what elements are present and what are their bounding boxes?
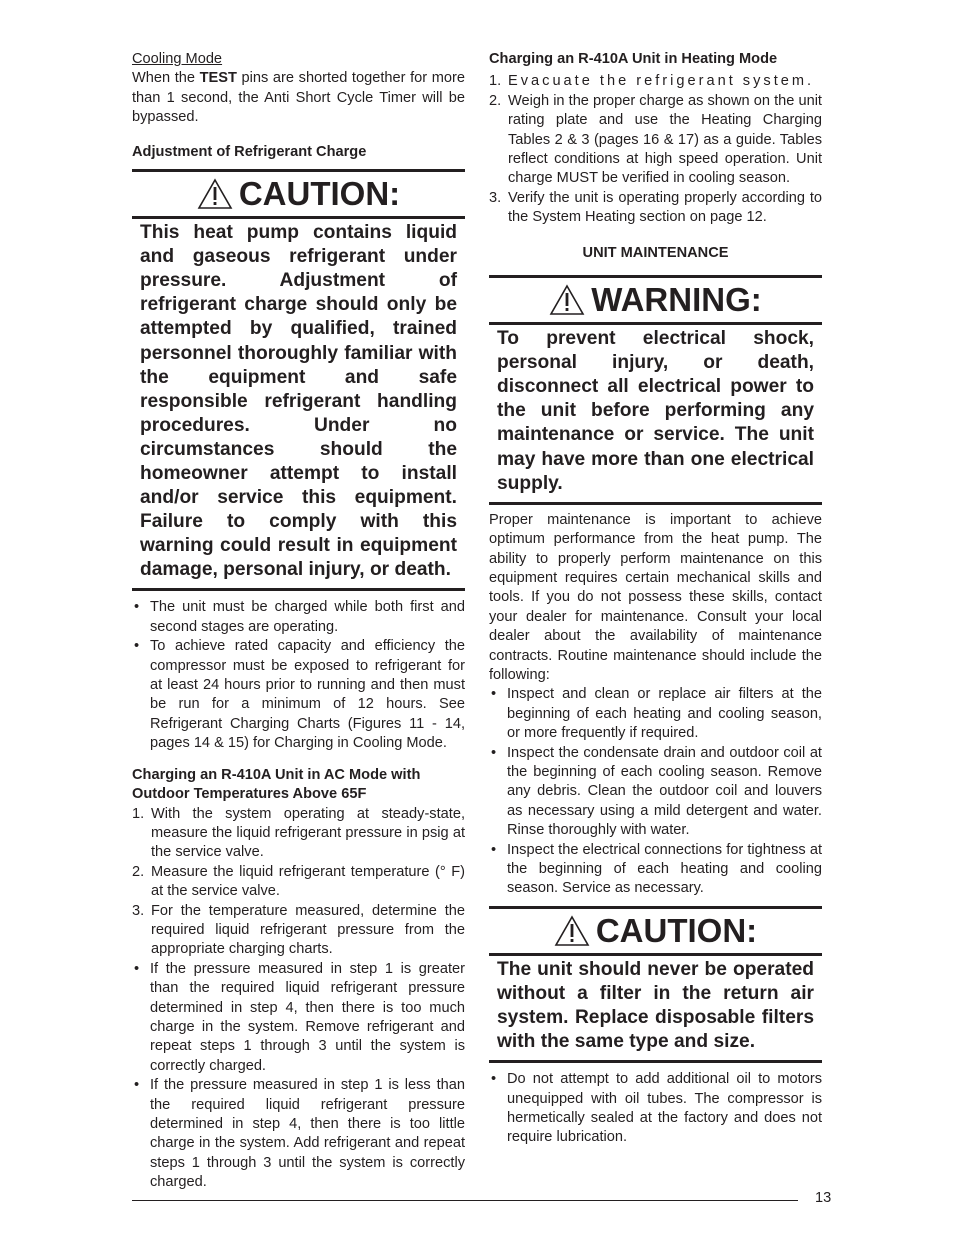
warning-rule-end	[489, 502, 822, 505]
heating-mode-heading: Charging an R-410A Unit in Heating Mode	[489, 51, 778, 67]
page-number: 13	[815, 1190, 832, 1206]
warning-triangle-icon	[554, 915, 590, 947]
list-item: 2. Measure the liquid refrigerant temperature (° F) at the service valve.	[132, 863, 465, 900]
list-item: • To achieve rated capacity and efficiency the compressor must be exposed to refrigerant for at least 24 hours prior to running and then must be run for a minimum of 12 hours. See Refrigerant Charging Charts (Figures 11 - 14, pages 14 & 15) for Charging in Cooling Mode.	[132, 637, 465, 753]
unit-maintenance-heading: UNIT MAINTENANCE	[582, 244, 729, 261]
list-item: • Do not attempt to add additional oil to motors unequipped with oil tubes. The compressor is hermetically sealed at the factory and does not require lubrication.	[489, 1070, 822, 1148]
caution-body: This heat pump contains liquid and gaseous refrigerant under pressure. Adjustment of refrigerant charge should only be attempted by qualified, trained personnel thoroughly familiar with the equipment and safe responsible refrigerant handling procedures. Under no circumstances should the homeowner attempt to install and/or service this equipment. Failure to comply with this warning could result in equipment damage, personal injury, or death.	[140, 222, 457, 581]
warning-header	[489, 278, 822, 322]
caution2-header	[489, 909, 822, 953]
list-item: • The unit must be charged while both first and second stages are operating.	[132, 598, 465, 637]
pressure-bullets	[132, 960, 465, 1193]
warning-triangle-icon	[549, 284, 585, 316]
list-item: 3. For the temperature measured, determine the required liquid refrigerant pressure from the appropriate charging charts.	[132, 902, 465, 958]
list-item: 1. Evacuate the refrigerant system.	[489, 73, 815, 90]
ac-mode-steps	[132, 805, 465, 960]
cooling-mode-text: When the TEST pins are shorted together for more than 1 second, the Anti Short Cycle Timer will be bypassed.	[132, 70, 465, 126]
maintenance-paragraph: Proper maintenance is important to achieve optimum performance from the heat pump. The ability to properly perform maintenance on this equipment requires certain mechanical skills and tools. If you do not possess these skills, contact your dealer for maintenance. Consult your local dealer about the availability of maintenance contracts. Routine maintenance should include the following:	[489, 511, 822, 683]
caution2-rule-end	[489, 1060, 822, 1063]
oil-bullets	[489, 1070, 822, 1148]
cooling-mode-heading: Cooling Mode	[132, 51, 223, 67]
charging-bullets	[132, 598, 465, 753]
footer-rule	[132, 1200, 798, 1201]
list-item: 2. Weigh in the proper charge as shown on the unit rating plate and use the Heating Charging Tables 2 & 3 (pages 16 & 17) as a guide. Tables reflect conditions at high speed operation. Unit charge MUST be verified in cooling season.	[489, 92, 822, 187]
list-item: 1. With the system operating at steady-state, measure the liquid refrigerant pressure in psig at the service valve.	[132, 805, 465, 861]
list-item: • If the pressure measured in step 1 is less than the required liquid refrigerant pressure determined in step 4, then there is too little charge in the system. Add refrigerant and repeat steps 1 through 3 until the system is correctly charged.	[132, 1076, 465, 1192]
list-item: 3. Verify the unit is operating properly according to the System Heating section on page 12.	[489, 189, 822, 226]
caution-header	[132, 172, 465, 216]
caution2-title: CAUTION:	[595, 911, 758, 949]
left-column	[132, 50, 465, 1193]
ac-mode-heading: Charging an R-410A Unit in AC Mode with Outdoor Temperatures Above 65F	[132, 766, 421, 803]
adjustment-heading: Adjustment of Refrigerant Charge	[132, 143, 367, 160]
warning-title: WARNING:	[591, 281, 762, 319]
list-item: • Inspect the condensate drain and outdoor coil at the beginning of each cooling season. Remove any debris. Clean the outdoor coil and louvers as necessary using a mild detergent and water. Rinse thoroughly with water.	[489, 744, 822, 841]
warning-body: To prevent electrical shock, personal injury, or death, disconnect all electrical power to the unit before performing any maintenance or service. The unit may have more than one electrical supply.	[497, 328, 814, 494]
warning-triangle-icon	[197, 178, 233, 210]
caution-rule-bottom	[132, 216, 465, 219]
maintenance-bullets	[489, 685, 822, 898]
right-column	[489, 50, 822, 1148]
list-item: • Inspect and clean or replace air filters at the beginning of each heating and cooling season, or more frequently if required.	[489, 685, 822, 743]
caution-title: CAUTION:	[238, 175, 401, 213]
caution2-rule-bottom	[489, 953, 822, 956]
warning-rule-bottom	[489, 322, 822, 325]
list-item: • Inspect the electrical connections for tightness at the beginning of each heating and cooling season. Service as necessary.	[489, 841, 822, 899]
heating-mode-steps	[489, 72, 822, 227]
caution-rule-end	[132, 588, 465, 591]
caution2-body: The unit should never be operated without a filter in the return air system. Replace disposable filters with the same type and size.	[497, 958, 814, 1053]
list-item: • If the pressure measured in step 1 is greater than the required liquid refrigerant pressure determined in step 4, then there is too much charge in the system. Remove refrigerant and repeat steps 1 through 3 until the system is correctly charged.	[132, 960, 465, 1076]
